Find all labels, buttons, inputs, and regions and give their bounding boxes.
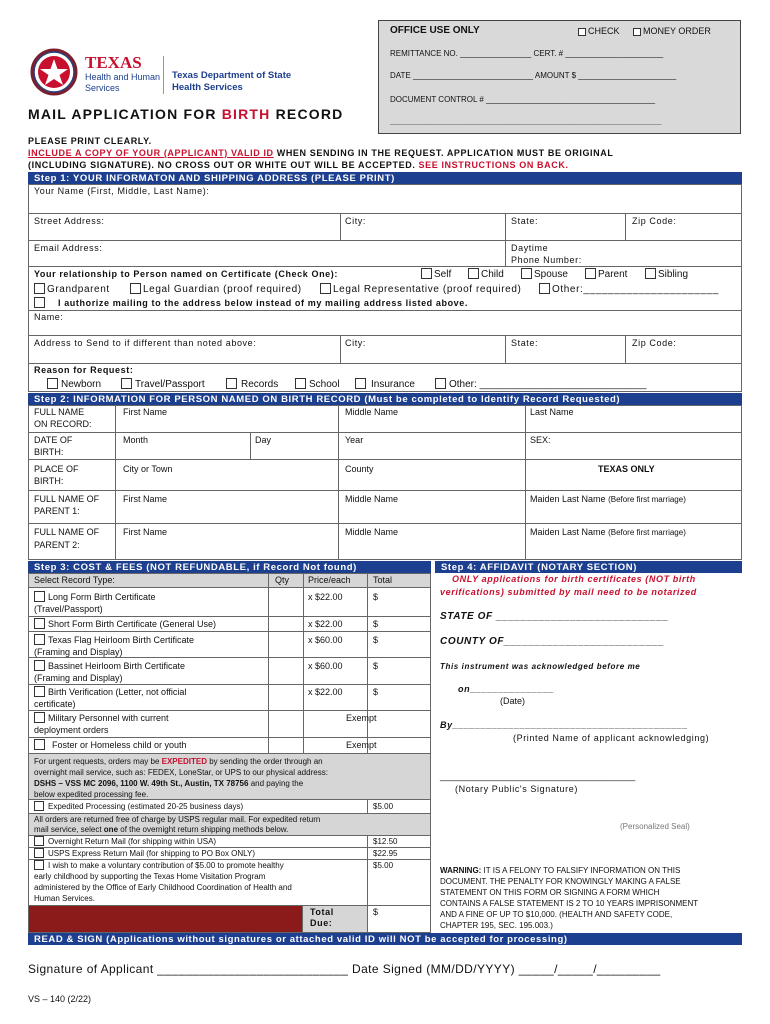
daytime-label: Daytime	[511, 243, 549, 253]
legal-rep-checkbox[interactable]	[320, 283, 331, 294]
short-form-checkbox[interactable]	[34, 618, 45, 629]
military-l2: deployment orders	[34, 725, 109, 735]
military-exempt: Exempt	[346, 713, 377, 723]
signature-line[interactable]: Signature of Applicant ___________________________ Date Signed (MM/DD/YYYY) _____/_____/_________	[28, 962, 661, 976]
parent2-maiden-label[interactable]: Maiden Last Name (Before first marriage)	[530, 527, 686, 537]
your-name-label[interactable]: Your Name (First, Middle, Last Name):	[34, 186, 210, 196]
date-amount-line: DATE ___________________________ AMOUNT $ ______________________	[390, 71, 677, 80]
printed-name-caption: (Printed Name of applicant acknowledging)	[513, 733, 710, 743]
notary-only-l1: ONLY applications for birth certificates (NOT birth	[452, 574, 696, 584]
state-of-line[interactable]: STATE OF ____________________________	[440, 611, 669, 622]
county-of-line[interactable]: COUNTY OF__________________________	[440, 636, 665, 647]
city-label[interactable]: City:	[345, 216, 366, 226]
guardian-checkbox[interactable]	[130, 283, 141, 294]
notary-caption: (Notary Public's Signature)	[455, 784, 578, 794]
by-line[interactable]: By__________________________________________	[440, 720, 689, 730]
step2-bar: Step 2: INFORMATION FOR PERSON NAMED ON BIRTH RECORD (Must be completed to Identify Record Requested)	[28, 393, 742, 405]
remittance-line: REMITTANCE NO. ________________ CERT. # ______________________	[390, 49, 664, 58]
bassinet-price: x $60.00	[308, 661, 343, 671]
sibling-label: Sibling	[658, 269, 689, 280]
print-clearly: PLEASE PRINT CLEARLY.	[28, 136, 152, 146]
street-address-label[interactable]: Street Address:	[34, 216, 105, 226]
state-label[interactable]: State:	[511, 216, 539, 226]
full-name-l1: FULL NAME	[34, 407, 85, 417]
flag-heirloom-price: x $60.00	[308, 635, 343, 645]
alt-state-label[interactable]: State:	[511, 338, 539, 348]
parent2-l1: FULL NAME OF	[34, 527, 100, 537]
spouse-checkbox[interactable]	[521, 268, 532, 279]
other-reason-label: Other: ______________________________	[449, 379, 647, 390]
verification-l2: certificate)	[34, 699, 76, 709]
day-label[interactable]: Day	[255, 435, 272, 445]
foster-exempt: Exempt	[346, 740, 377, 750]
total-header: Total	[373, 575, 393, 585]
warning-l4: CONTAINS A FALSE STATEMENT IS 2 TO 10 YEARS IMPRISONMENT	[440, 899, 699, 908]
urgent-line4: below expedited processing fee.	[34, 790, 149, 799]
bassinet-l2: (Framing and Display)	[34, 673, 123, 683]
donation-line2: early childhood by supporting the Texas Home Visitation Program	[34, 872, 266, 881]
expedited-label: Expedited Processing (estimated 20-25 business days)	[48, 802, 244, 811]
middle-name-label[interactable]: Middle Name	[345, 407, 399, 417]
dob-l1: DATE OF	[34, 435, 73, 445]
date-caption: (Date)	[500, 696, 526, 706]
texas-only-label: TEXAS ONLY	[598, 464, 655, 474]
warning-l5: AND A FINE OF UP TO $10,000. (HEALTH AND SAFETY CODE,	[440, 910, 673, 919]
bassinet-l1: Bassinet Heirloom Birth Certificate	[48, 661, 186, 671]
logo-hhs-line1: Health and Human	[85, 72, 161, 82]
zip-label[interactable]: Zip Code:	[632, 216, 677, 226]
pob-l2: BIRTH:	[34, 476, 64, 486]
expedited-price: $5.00	[373, 802, 394, 811]
alt-address-label[interactable]: Address to Send to if different than noted above:	[34, 338, 257, 348]
money-order-option: MONEY ORDER	[633, 26, 711, 36]
child-label: Child	[481, 269, 504, 280]
warning-l2: DOCUMENT. THE PENALTY FOR KNOWINGLY MAKING A FALSE	[440, 877, 681, 886]
parent-checkbox[interactable]	[585, 268, 596, 279]
authorize-label: I authorize mailing to the address below instead of my mailing address listed above.	[58, 298, 468, 308]
sibling-checkbox[interactable]	[645, 268, 656, 279]
foster-checkbox[interactable]	[34, 739, 45, 750]
parent2-l2: PARENT 2:	[34, 540, 80, 550]
donation-line3: administered by the Office of Early Childhood Coordination of Health and	[34, 883, 292, 892]
short-form-l1: Short Form Birth Certificate (General Use)	[48, 619, 217, 629]
logo-hhs-line2: Services	[85, 83, 120, 93]
spouse-label: Spouse	[534, 269, 568, 280]
logo-dept-line1: Texas Department of State	[172, 70, 292, 81]
other-rel-checkbox[interactable]	[539, 283, 550, 294]
phone-label[interactable]: Phone Number:	[511, 255, 582, 265]
overnight-label: Overnight Return Mail (for shipping within USA)	[48, 837, 217, 846]
verification-price: x $22.00	[308, 687, 343, 697]
usps-checkbox[interactable]	[34, 848, 44, 858]
bassinet-checkbox[interactable]	[34, 660, 45, 671]
step3-bar: Step 3: COST & FEES (NOT REFUNDABLE, if Record Not found)	[28, 561, 431, 573]
step1-bar: Step 1: YOUR INFORMATON AND SHIPPING ADDRESS (PLEASE PRINT)	[28, 172, 742, 184]
legal-rep-label: Legal Representative (proof required)	[333, 284, 522, 295]
dob-l2: BIRTH:	[34, 447, 64, 457]
return-line2: mail service, select one of the overnight return shipping methods below.	[34, 825, 289, 834]
short-form-price: x $22.00	[308, 619, 343, 629]
self-checkbox[interactable]	[421, 268, 432, 279]
intro-line2: INCLUDE A COPY OF YOUR (APPLICANT) VALID ID WHEN SENDING IN THE REQUEST. APPLICATION MUST BE ORIGINAL	[28, 148, 614, 158]
document-control-line: DOCUMENT CONTROL # ______________________________________	[390, 95, 656, 104]
return-line1: All orders are returned free of charge by USPS regular mail. For expedited return	[34, 815, 321, 824]
authorize-checkbox[interactable]	[34, 297, 45, 308]
long-form-l2: (Travel/Passport)	[34, 604, 103, 614]
last-name-label[interactable]: Last Name	[530, 407, 574, 417]
donation-line1: I wish to make a voluntary contribution of $5.00 to promote healthy	[48, 861, 284, 870]
acknowledged-text: This instrument was acknowledged before me	[440, 662, 641, 671]
sex-label[interactable]: SEX:	[530, 435, 551, 445]
military-checkbox[interactable]	[34, 712, 45, 723]
child-checkbox[interactable]	[468, 268, 479, 279]
read-sign-bar: READ & SIGN (Applications without signatures or attached valid ID will NOT be accepted for processing)	[28, 933, 742, 945]
total-due-l1: Total	[310, 907, 334, 917]
school-checkbox[interactable]	[295, 378, 306, 389]
total-filler-bar	[29, 906, 302, 932]
step4-bar: Step 4: AFFIDAVIT (NOTARY SECTION)	[435, 561, 742, 573]
county-label[interactable]: County	[345, 464, 374, 474]
newborn-checkbox[interactable]	[47, 378, 58, 389]
self-label: Self	[434, 269, 452, 280]
grandparent-checkbox[interactable]	[34, 283, 45, 294]
donation-price: $5.00	[373, 861, 394, 870]
select-record-type: Select Record Type:	[34, 575, 115, 585]
long-form-checkbox[interactable]	[34, 591, 45, 602]
alt-name-label[interactable]: Name:	[34, 312, 64, 322]
total-due-l2: Due:	[310, 918, 333, 928]
school-label: School	[309, 379, 340, 390]
urgent-line1: For urgent requests, orders may be EXPEDITED by sending the order through an	[34, 757, 323, 766]
flag-heirloom-total[interactable]: $	[373, 635, 379, 645]
warning-l6: CHAPTER 195, SEC. 195.003.)	[440, 921, 553, 930]
flag-heirloom-l2: (Framing and Display)	[34, 647, 123, 657]
foster-l1: Foster or Homeless child or youth	[52, 740, 187, 750]
logo-dept-line2: Health Services	[172, 82, 243, 93]
full-name-l2: ON RECORD:	[34, 419, 92, 429]
total-due-value[interactable]: $	[373, 907, 379, 917]
check-option: CHECK	[578, 26, 620, 36]
urgent-line2: overnight mail service, such as: FEDEX, LoneStar, or UPS to our physical address:	[34, 768, 328, 777]
logo-texas: TEXAS	[85, 53, 142, 72]
military-l1: Military Personnel with current	[48, 713, 169, 723]
first-name-label[interactable]: First Name	[123, 407, 168, 417]
other-reason-checkbox[interactable]	[435, 378, 446, 389]
office-blank-line: _____________________________________________________________	[390, 116, 662, 125]
short-form-total[interactable]: $	[373, 619, 379, 629]
warning-l1: WARNING: IT IS A FELONY TO FALSIFY INFORMATION ON THIS	[440, 866, 681, 875]
pob-l1: PLACE OF	[34, 464, 79, 474]
parent-label: Parent	[598, 269, 628, 280]
verification-total[interactable]: $	[373, 687, 379, 697]
notary-only-l2: verifications) submitted by mail need to be notarized	[440, 587, 697, 597]
grandparent-label: Grandparent	[47, 284, 110, 295]
warning-l3: STATEMENT ON THIS FORM OR SIGNING A FORM WHICH	[440, 888, 660, 897]
insurance-label: Insurance	[371, 379, 415, 390]
parent1-middle-label[interactable]: Middle Name	[345, 494, 399, 504]
page-title: MAIL APPLICATION FOR BIRTH RECORD	[28, 106, 344, 122]
texas-seal-icon	[30, 48, 78, 96]
reason-label: Reason for Request:	[34, 365, 134, 375]
overnight-checkbox[interactable]	[34, 836, 44, 846]
qty-header: Qty	[275, 575, 290, 585]
parent2-middle-label[interactable]: Middle Name	[345, 527, 399, 537]
insurance-checkbox[interactable]	[355, 378, 366, 389]
verification-checkbox[interactable]	[34, 686, 45, 697]
usps-label: USPS Express Return Mail (for shipping to PO Box ONLY)	[48, 849, 256, 858]
records-label: Records	[241, 379, 279, 390]
flag-heirloom-checkbox[interactable]	[34, 634, 45, 645]
texas-hhs-logo	[30, 48, 78, 96]
flag-heirloom-l1: Texas Flag Heirloom Birth Certificate	[48, 635, 195, 645]
office-use-title: OFFICE USE ONLY	[390, 25, 480, 36]
intro-line3: (INCLUDING SIGNATURE). NO CROSS OUT OR WHITE OUT WILL BE ACCEPTED. SEE INSTRUCTIONS ON BACK.	[28, 160, 569, 170]
email-label[interactable]: Email Address:	[34, 243, 103, 253]
bassinet-total[interactable]: $	[373, 661, 379, 671]
guardian-label: Legal Guardian (proof required)	[143, 284, 302, 295]
verification-l1: Birth Verification (Letter, not official	[48, 687, 187, 697]
on-date-line[interactable]: on_______________	[458, 684, 555, 694]
donation-line4: Human Services.	[34, 894, 95, 903]
notary-signature-line[interactable]: _______________________________________	[440, 771, 636, 781]
usps-price: $22.95	[373, 849, 398, 858]
parent1-l1: FULL NAME OF	[34, 494, 100, 504]
alt-city-label[interactable]: City:	[345, 338, 366, 348]
city-town-label[interactable]: City or Town	[123, 464, 173, 474]
long-form-total[interactable]: $	[373, 592, 379, 602]
long-form-price: x $22.00	[308, 592, 343, 602]
long-form-l1: Long Form Birth Certificate	[48, 592, 156, 602]
parent1-l2: PARENT 1:	[34, 506, 80, 516]
other-rel-label: Other:______________________	[552, 284, 719, 295]
overnight-price: $12.50	[373, 837, 398, 846]
personalized-seal: (Personalized Seal)	[620, 822, 690, 831]
urgent-line3: DSHS – VSS MC 2096, 1100 W. 49th St., Austin, TX 78756 and paying the	[34, 779, 304, 788]
form-number: VS – 140 (2/22)	[28, 994, 92, 1004]
parent1-maiden-label[interactable]: Maiden Last Name (Before first marriage)	[530, 494, 686, 504]
travel-checkbox[interactable]	[121, 378, 132, 389]
year-label[interactable]: Year	[345, 435, 364, 445]
donation-checkbox[interactable]	[34, 860, 44, 870]
newborn-label: Newborn	[61, 379, 102, 390]
expedited-checkbox[interactable]	[34, 801, 44, 811]
alt-zip-label[interactable]: Zip Code:	[632, 338, 677, 348]
records-checkbox[interactable]	[226, 378, 237, 389]
parent2-first-label[interactable]: First Name	[123, 527, 168, 537]
travel-label: Travel/Passport	[135, 379, 205, 390]
month-label[interactable]: Month	[123, 435, 149, 445]
relationship-label: Your relationship to Person named on Certificate (Check One):	[34, 269, 338, 279]
parent1-first-label[interactable]: First Name	[123, 494, 168, 504]
price-header: Price/each	[308, 575, 351, 585]
